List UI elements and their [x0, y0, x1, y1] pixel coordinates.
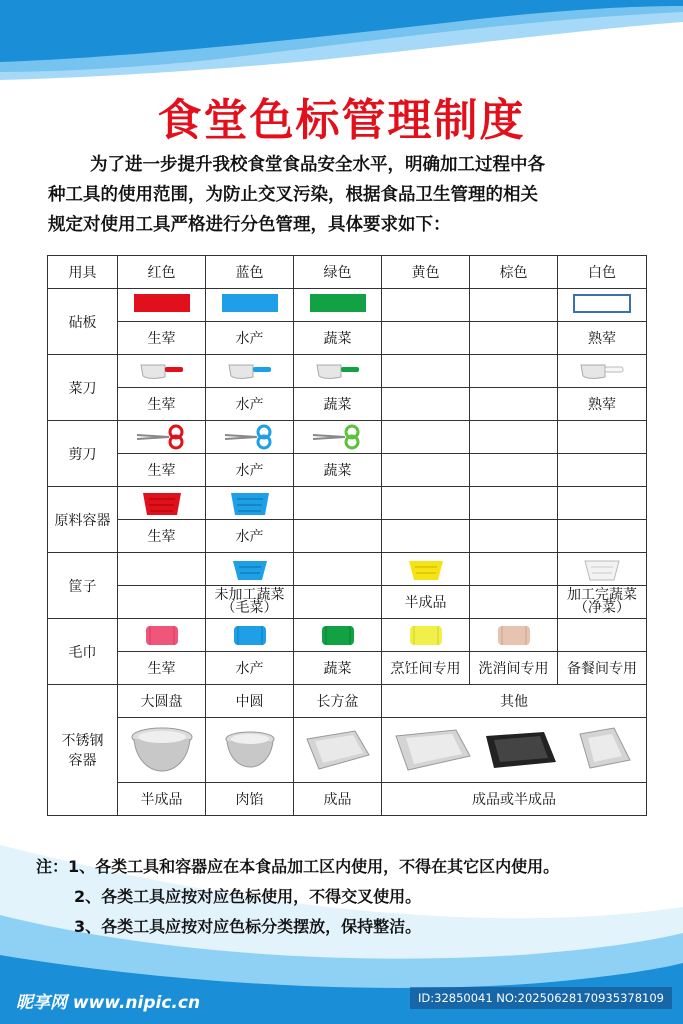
- large-bowl-icon: [118, 718, 206, 783]
- table-row: [48, 454, 647, 487]
- empty-cell: [382, 421, 470, 454]
- intro-paragraph: [48, 150, 648, 240]
- intro-line-3: 规定对使用工具严格进行分色管理，具体要求如下：: [48, 215, 451, 235]
- top-wave-decoration: [0, 0, 683, 80]
- red-towel-icon: [118, 619, 206, 652]
- rect-tray-usage: 成品: [294, 783, 382, 816]
- steel-header-rect-tray: 长方盆: [294, 685, 382, 718]
- empty-cell: [382, 289, 470, 322]
- intro-line-2: 种工具的使用范围，为防止交叉污染，根据食品卫生管理的相关: [48, 185, 538, 205]
- watermark-id: ID:32850041 NO:20250628170935378109: [410, 987, 672, 1009]
- note-1: 注：1、各类工具和容器应在本食品加工区内使用，不得在其它区内使用。: [36, 857, 560, 876]
- white-knife-icon: [558, 355, 647, 388]
- board-red-usage: 生荤: [118, 322, 206, 355]
- empty-cell: [470, 421, 558, 454]
- empty-cell: [558, 487, 647, 520]
- towel-red-usage: 生荤: [118, 652, 206, 685]
- watermark-logo: 昵享网 www.nipic.cn: [16, 993, 201, 1013]
- table-row: [48, 289, 647, 322]
- empty-cell: [470, 487, 558, 520]
- table-row: [48, 388, 647, 421]
- towel-brown-usage: 洗消间专用: [470, 652, 558, 685]
- basket-yellow-usage: 半成品: [382, 586, 470, 619]
- blue-knife-icon: [206, 355, 294, 388]
- scissors-red-usage: 生荤: [118, 454, 206, 487]
- page-title: 食堂色标管理制度: [157, 95, 526, 146]
- empty-cell: [118, 586, 206, 619]
- intro-line-1: 为了进一步提升我校食堂食品安全水平，明确加工过程中各: [90, 155, 545, 175]
- color-code-table: [47, 255, 647, 816]
- empty-cell: [382, 520, 470, 553]
- red-board-swatch: [118, 289, 206, 322]
- empty-cell: [558, 421, 647, 454]
- steel-label-line2: 容器: [68, 753, 97, 769]
- container-blue-usage: 水产: [206, 520, 294, 553]
- table-row: [48, 421, 647, 454]
- note-2: 2、各类工具应按对应色标使用，不得交叉使用。: [74, 887, 422, 906]
- header-red: 红色: [118, 256, 206, 289]
- red-knife-icon: [118, 355, 206, 388]
- empty-cell: [470, 388, 558, 421]
- empty-cell: [470, 322, 558, 355]
- towel-white-usage: 备餐间专用: [558, 652, 647, 685]
- steel-label-line1: 不锈钢: [61, 733, 104, 749]
- brown-towel-icon: [470, 619, 558, 652]
- knife-red-usage: 生荤: [118, 388, 206, 421]
- medium-bowl-icon: [206, 718, 294, 783]
- container-red-usage: 生荤: [118, 520, 206, 553]
- blue-towel-icon: [206, 619, 294, 652]
- empty-cell: [470, 355, 558, 388]
- row-label-steel: [48, 685, 118, 816]
- white-board-swatch: [558, 289, 647, 322]
- board-green-usage: 蔬菜: [294, 322, 382, 355]
- empty-cell: [470, 586, 558, 619]
- empty-cell: [382, 322, 470, 355]
- empty-cell: [558, 520, 647, 553]
- table-row: [48, 487, 647, 520]
- green-scissors-icon: [294, 421, 382, 454]
- empty-cell: [294, 520, 382, 553]
- knife-white-usage: 熟荤: [558, 388, 647, 421]
- empty-cell: [470, 454, 558, 487]
- green-board-swatch: [294, 289, 382, 322]
- note-3: 3、各类工具应按对应色标分类摆放，保持整洁。: [74, 917, 422, 936]
- row-label-cutting-board: 砧板: [48, 289, 118, 355]
- empty-cell: [294, 553, 382, 586]
- basket-white-usage-line2: （净菜）: [574, 600, 630, 616]
- towel-green-usage: 蔬菜: [294, 652, 382, 685]
- row-label-scissors: 剪刀: [48, 421, 118, 487]
- empty-cell: [382, 454, 470, 487]
- board-white-usage: 熟荤: [558, 322, 647, 355]
- row-label-basket: 筐子: [48, 553, 118, 619]
- empty-cell: [558, 454, 647, 487]
- header-tool: 用具: [48, 256, 118, 289]
- basket-blue-usage-line1: 未加工蔬菜: [214, 587, 285, 603]
- table-row: [48, 355, 647, 388]
- table-row: [48, 520, 647, 553]
- yellow-towel-icon: [382, 619, 470, 652]
- empty-cell: [382, 487, 470, 520]
- empty-cell: [470, 520, 558, 553]
- white-basket-icon: [558, 553, 647, 586]
- knife-blue-usage: 水产: [206, 388, 294, 421]
- basket-blue-usage-line2: （毛菜）: [221, 600, 278, 616]
- blue-crate-icon: [206, 487, 294, 520]
- header-blue: 蓝色: [206, 256, 294, 289]
- table-row: [48, 619, 647, 652]
- row-label-knife: 菜刀: [48, 355, 118, 421]
- header-green: 绿色: [294, 256, 382, 289]
- table-header-row: [48, 256, 647, 289]
- towel-blue-usage: 水产: [206, 652, 294, 685]
- blue-basket-icon: [206, 553, 294, 586]
- steel-header-medium-bowl: 中圆: [206, 685, 294, 718]
- empty-cell: [382, 388, 470, 421]
- empty-cell: [294, 586, 382, 619]
- empty-cell: [294, 487, 382, 520]
- basket-blue-usage: [206, 586, 294, 619]
- blue-board-swatch: [206, 289, 294, 322]
- row-label-raw-container: 原料容器: [48, 487, 118, 553]
- red-scissors-icon: [118, 421, 206, 454]
- table-row: [48, 586, 647, 619]
- header-brown: 棕色: [470, 256, 558, 289]
- table-row: [48, 322, 647, 355]
- notes-section: [36, 852, 559, 942]
- knife-green-usage: 蔬菜: [294, 388, 382, 421]
- board-blue-usage: 水产: [206, 322, 294, 355]
- row-label-towel: 毛巾: [48, 619, 118, 685]
- table-row: [48, 718, 647, 783]
- large-bowl-usage: 半成品: [118, 783, 206, 816]
- red-crate-icon: [118, 487, 206, 520]
- empty-cell: [470, 553, 558, 586]
- empty-cell: [382, 355, 470, 388]
- yellow-basket-icon: [382, 553, 470, 586]
- header-yellow: 黄色: [382, 256, 470, 289]
- table-row: [48, 783, 647, 816]
- green-towel-icon: [294, 619, 382, 652]
- empty-cell: [558, 619, 647, 652]
- other-containers-usage: 成品或半成品: [382, 783, 647, 816]
- medium-bowl-usage: 肉馅: [206, 783, 294, 816]
- scissors-blue-usage: 水产: [206, 454, 294, 487]
- scissors-green-usage: 蔬菜: [294, 454, 382, 487]
- steel-header-large-bowl: 大圆盘: [118, 685, 206, 718]
- rect-tray-icon: [294, 718, 382, 783]
- steel-header-other: 其他: [382, 685, 647, 718]
- blue-scissors-icon: [206, 421, 294, 454]
- towel-yellow-usage: 烹饪间专用: [382, 652, 470, 685]
- basket-white-usage: [558, 586, 647, 619]
- table-row: [48, 685, 647, 718]
- green-knife-icon: [294, 355, 382, 388]
- empty-cell: [118, 553, 206, 586]
- other-containers-icon: [382, 718, 647, 783]
- table-row: [48, 553, 647, 586]
- basket-white-usage-line1: 加工完蔬菜: [567, 587, 637, 603]
- empty-cell: [470, 289, 558, 322]
- table-row: [48, 652, 647, 685]
- header-white: 白色: [558, 256, 647, 289]
